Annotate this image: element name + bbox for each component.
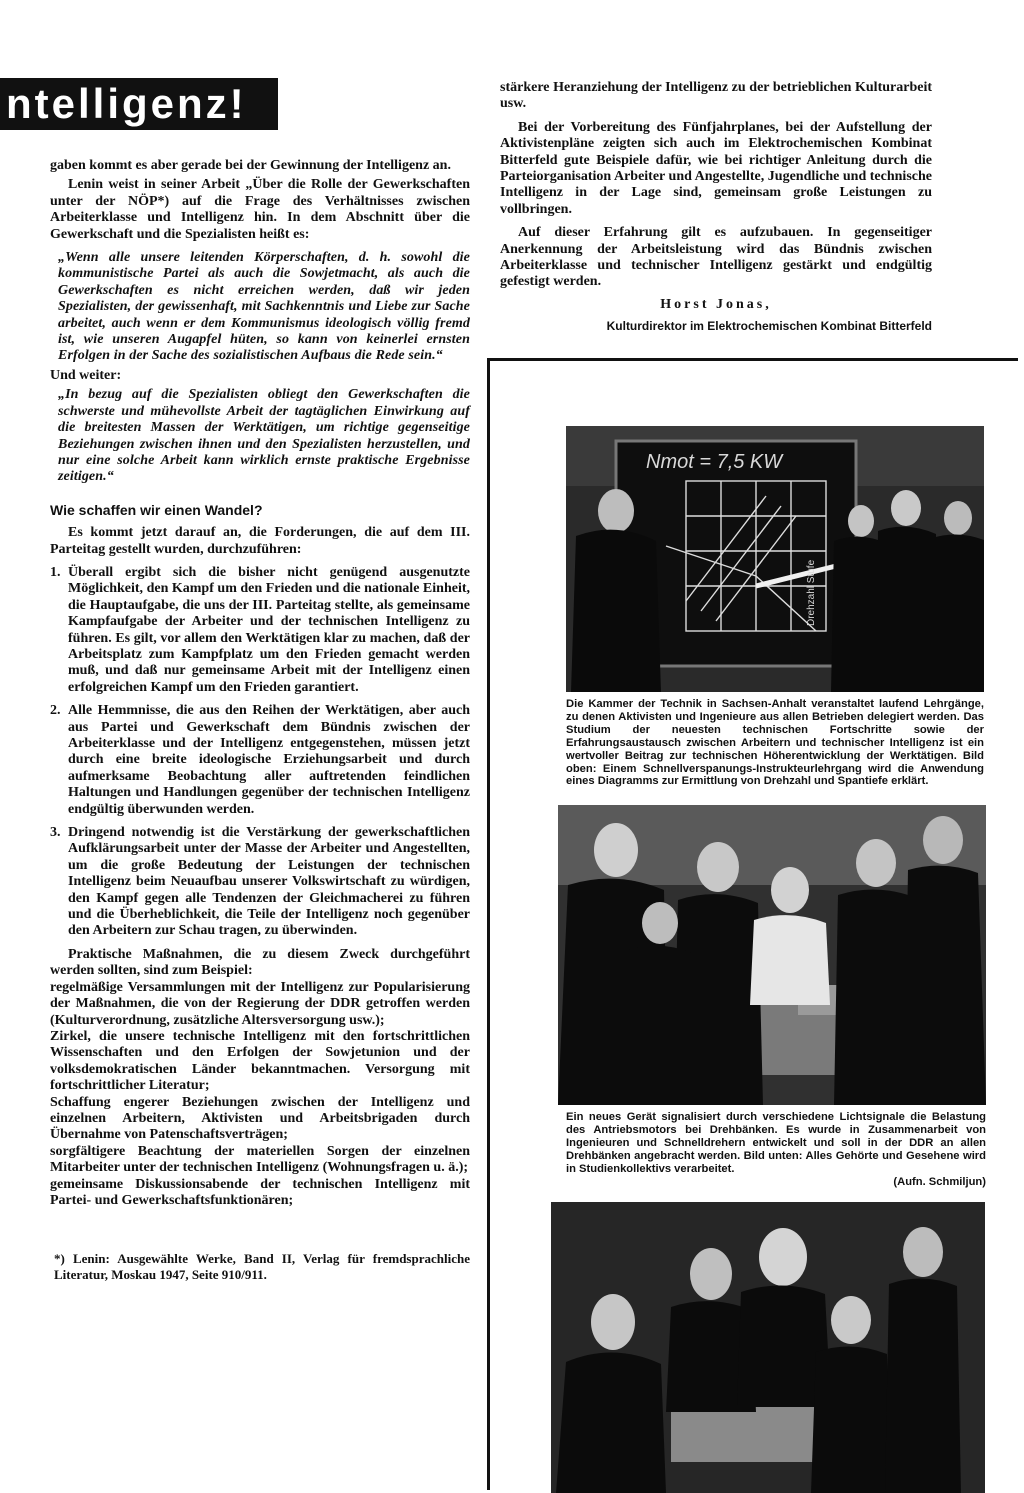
paragraph: Und weiter: [50,367,122,383]
paragraph: Es kommt jetzt darauf an, die Forderungen, die auf dem III. Parteitag gestellt wurden, durchzuführen: [50,525,470,557]
measure-item: gemeinsame Diskussionsabende der technischen Intelligenz mit Partei- und Gewerkschaftsfunktionären; [50,1176,470,1208]
photo-study-group [551,1202,985,1493]
photo-lecture [566,426,984,692]
numbered-item [50,703,470,818]
lecture-illustration [566,426,984,692]
paragraph: Praktische Maßnahmen, die zu diesem Zweck durchgeführt werden sollten, sind zum Beispiel: [50,946,470,979]
footnote: *) Lenin: Ausgewählte Werke, Band II, Verlag für fremdsprachliche Literatur, Moskau 1947, Seite 910/911. [54,1251,470,1282]
board-label: Nmot = 7,5 KW [646,451,783,473]
lenin-quote: „In bezug auf die Spezialisten obliegt den Gewerkschaften die schwerste und mühevollste Arbeit der tagtäglichen Einwirkung auf die breitesten Massen der Werktätigen, um richtige gegenseitige Beziehungen zwischen ihnen und den Spezialisten herzustellen, und nur eine solche Arbeit kann wirklich ernste praktische Ergebnisse zeitigen.“ [58,387,470,485]
measure-item: Schaffung engerer Beziehungen zwischen der Intelligenz und einzelnen Arbeitern, Aktivisten und Arbeitsbrigaden durch Übernahme von Patenschaftsverträgen; [50,1094,470,1143]
measure-item: regelmäßige Versammlungen mit der Intelligenz zur Popularisierung der Maßnahmen, die von der Regierung der DDR getroffen werden (Kulturverordnung, zusätzliche Altersversorgung usw.); [50,979,470,1028]
photo-credit: (Aufn. Schmiljun) [893,1175,986,1188]
paragraph: Auf dieser Erfahrung gilt es aufzubauen. In gegenseitiger Anerkennung der Arbeitsleistung wird das Bündnis zwischen Arbeiterklasse und technischer Intelligenz gestärkt und endgültig gefestigt werden. [500,225,932,290]
item-number: 1. [50,564,61,580]
item-text: Überall ergibt sich die bisher nicht genügend ausgenutzte Möglichkeit, den Kampf um den Frieden und die nationale Einheit, die Hauptaufgabe, die uns der III. Parteitag stellte, als gemeinsame Kampfaufgabe der Arbeiter und der technischen Intelligenz zu führen. Es gilt, vor allem den Werktätigen klar zu machen, daß der Arbeitsplatz zum Kampfplatz um den Frieden gemacht werden muß, und daß nur gemeinsame Arbeit mit der Intelligenz einen erfolgreichen Kampf um den Frieden garantiert. [68,564,470,695]
section-heading: Wie schaffen wir einen Wandel? [50,501,263,518]
author-name: Horst Jonas, [660,296,772,312]
lenin-quote: „Wenn alle unsere leitenden Körperschaften, d. h. sowohl die kommunistische Partei als auch die Sowjetmacht, als auch die Gewerkschaften es nicht erreichen werden, daß wir jeden Spezialisten, der gewissenhaft, mit Sachkenntnis und Liebe zur Sache arbeitet, auch wenn er dem Kommunismus ideologisch völlig fremd ist, wie unseren Augapfel hüten, so kann von keinerlei ernsten Erfolgen in der Sache des sozialistischen Aufbaus die Rede sein.“ [58,250,470,364]
caption-text: Ein neues Gerät signalisiert durch verschiedene Lichtsignale die Belastung des Antriebsmotors bei Drehbänken. Es wurde in Zusammenarbeit von Ingenieuren und Schnelldrehern entwickelt und soll in der DDR an allen Drehbänken angebracht werden. Bild unten: Alles Gehörte und Gesehene wird in Studienkollektivs verarbeitet. [566,1111,986,1175]
board-axis-label: Drehzahl Stufe [806,559,817,626]
paragraph: stärkere Heranziehung der Intelligenz zu der betrieblichen Kulturarbeit usw. [500,80,932,112]
headline: ntelligenz! [0,78,278,130]
numbered-item [50,565,470,696]
measure-item: Zirkel, die unsere technische Intelligenz mit den fortschrittlichen Wissenschaften und den Erfolgen der Sowjetunion und der volksdemokratischen Länder bekanntmachen. Versorgung mit fortschrittlicher Literatur; [50,1028,470,1094]
workshop-illustration [558,805,986,1105]
right-column-text [500,80,932,333]
item-text: Dringend notwendig ist die Verstärkung der gewerkschaftlichen Aufklärungsarbeit unter der Masse der Arbeiter und Angestellten, um die große Bedeutung der Leistungen der technischen Intelligenz beim Neuaufbau unserer Volkswirtschaft zu würdigen, den Kampf gegen alle Tendenzen der Gleichmacherei zu führen und die Überheblichkeit, die Teile der Intelligenz noch gegenüber den Arbeitern zur Schau tragen, zu überwinden. [68,825,470,939]
study-group-illustration [551,1202,985,1493]
numbered-item [50,825,470,940]
paragraph: gaben kommt es aber gerade bei der Gewinnung der Intelligenz an. [50,158,451,173]
item-text: Alle Hemmnisse, die aus den Reihen der Werktätigen, aber auch aus Partei und Gewerkschaft dem Bündnis zwischen der Arbeiterklasse und der Intelligenz entgegenstehen, müssen jetzt durch eine breite ideologische Erziehungsarbeit und durch aufmerksame Beobachtung aller auftretenden feindlichen Haltungen und Handlungen gegenüber der technischen Intelligenz endgültig überwunden werden. [68,703,470,817]
author-role: Kulturdirektor im Elektrochemischen Kombinat Bitterfeld [606,318,932,333]
photo-workshop [558,805,986,1105]
item-number: 2. [50,703,61,719]
paragraph: Bei der Vorbereitung des Fünfjahrplanes, bei der Aufstellung der Aktivistenpläne zeigten sich auch im Elektrochemischen Kombinat Bitterfeld gute Beispiele dafür, wie bei richtiger Anleitung durch die Parteiorganisation Arbeiter und Angestellte, Jugendliche und technische Intelligenz in der Lage sind, gemeinsam große Leistungen zu vollbringen. [500,119,932,217]
photo-panel [487,358,1018,1490]
measure-item: sorgfältigere Beachtung der materiellen Sorgen der einzelnen Mitarbeiter unter der technischen Intelligenz (Wohnungsfragen u. ä.); [50,1143,470,1176]
item-number: 3. [50,825,61,841]
photo-caption: Die Kammer der Technik in Sachsen-Anhalt veranstaltet laufend Lehrgänge, zu denen Aktivisten und Ingenieure aus allen Betrieben delegiert werden. Das Studium der neuesten technischen Fortschritte sowie der Erfahrungsaustausch zwischen Arbeitern und technischer Intelligenz ist ein wertvoller Beitrag zur technischen Höherentwicklung der Werktätigen. Bild oben: Einem Schnellverspanungs-Instrukteurlehrgang wird die Anwendung eines Diagramms zur Ermittlung von Drehzahl und Spantiefe erklärt. [566,698,984,788]
paragraph: Lenin weist in seiner Arbeit „Über die Rolle der Gewerkschaften unter der NÖP*) auf die Frage des Verhältnisses zwischen Arbeiterklasse und Intelligenz hin. In dem Abschnitt über die Gewerkschaft und die Spezialisten heißt es: [50,177,470,242]
photo-caption [566,1111,986,1188]
left-column [50,158,470,1282]
